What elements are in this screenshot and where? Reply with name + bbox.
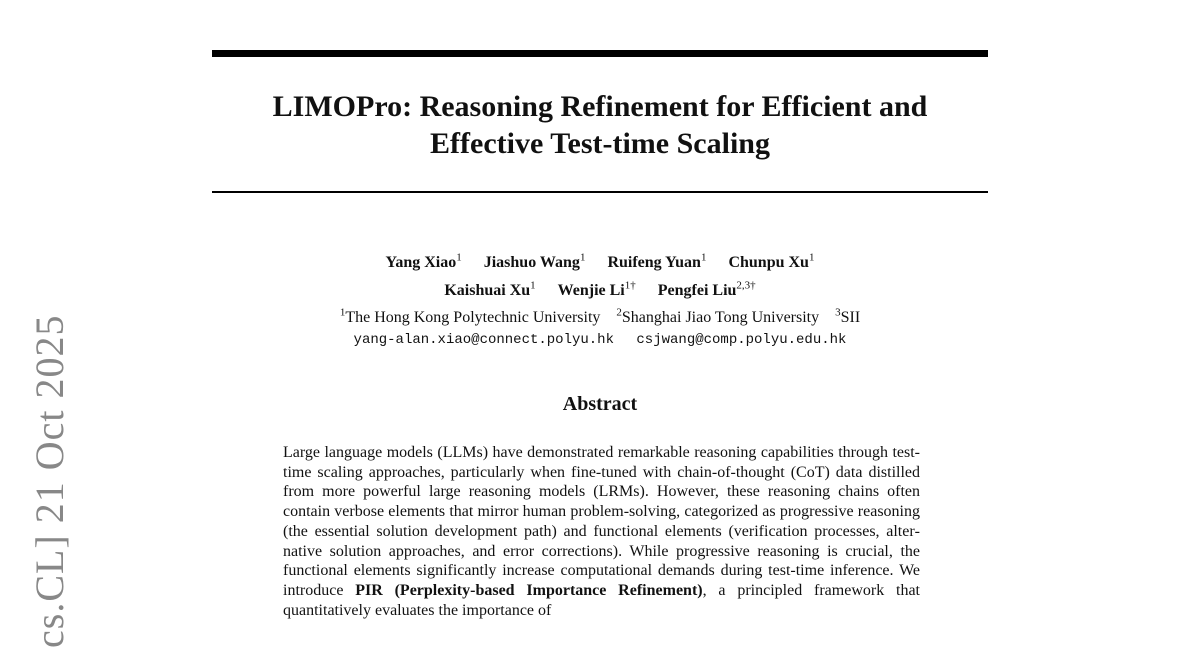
author: Jiashuo Wang$^1$	[483, 252, 586, 272]
author: Yang Xiao$^1$	[385, 252, 462, 272]
title-bottom-rule	[212, 191, 988, 193]
email-address[interactable]: csjwang@comp.polyu.edu.hk	[636, 331, 847, 348]
abstract-body	[283, 443, 920, 620]
author: Ruifeng Yuan$^1$	[607, 252, 707, 272]
title-line-2: Effective Test-time Scaling	[430, 127, 770, 160]
emails	[212, 329, 988, 351]
paper-title	[212, 88, 988, 162]
title-line-1: LIMOPro: Reasoning Refinement for Efficient and	[272, 90, 928, 123]
author: Kaishuai Xu$^1$	[444, 279, 536, 299]
affiliation: $^3$SII	[835, 306, 861, 326]
abstract-heading: Abstract	[562, 393, 638, 415]
author: Wenjie $Li^{1\dagger}$	[557, 279, 636, 299]
abstract-method-name: PIR (Perplexity-based Importance Refinement)	[355, 581, 703, 599]
title-top-rule	[212, 50, 988, 57]
authors-row-2	[212, 274, 988, 301]
abstract-text: Large language models (LLMs) have demonstrated remarkable reasoning capabilities through test-time scaling approaches, particularly when fine-tuned with chain-of-thought (CoT) data distilled from more powerful large reasoning models (LRMs). However, these reasoning chains often contain verbose elements that mirror human problem-solving, categorized as progressive reasoning (the essential solution development path) and functional elements (verification processes, alternative solution approaches, and error corrections). While progressive reasoning is crucial, the functional elements significantly increase computational demands during test-time inference. We introduce	[283, 444, 920, 599]
affiliations	[212, 302, 988, 329]
email-address[interactable]: yang-alan.xiao@connect.polyu.hk	[353, 331, 614, 348]
abstract-text: , a principled framework that quantitatively evaluates the importance of	[283, 581, 920, 619]
author-block	[212, 247, 988, 351]
affiliation: $^2$Shanghai Jiao Tong University	[616, 306, 820, 326]
affiliation: $^1$The Hong Kong Polytechnic University	[339, 306, 601, 326]
arxiv-side-stamp: cs.CL] 21 Oct 2025	[27, 314, 72, 648]
authors-row-1	[212, 247, 988, 274]
author: Pengfei Liu$^{2,3\dagger}$	[657, 279, 756, 299]
author: Chunpu Xu$^1$	[728, 252, 815, 272]
